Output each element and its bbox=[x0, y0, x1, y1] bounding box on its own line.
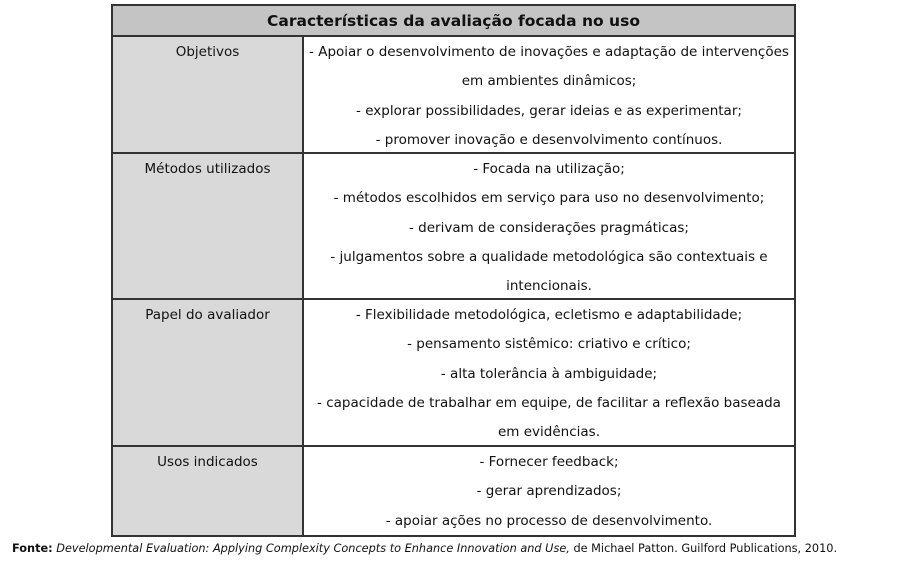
content-line: - Apoiar o desenvolvimento de inovações e adaptação de intervenções bbox=[309, 44, 789, 60]
content-line: - julgamentos sobre a qualidade metodológica são contextuais e bbox=[330, 248, 768, 265]
content-line: - pensamento sistêmico: criativo e crítico; bbox=[407, 336, 691, 353]
content-line: - Focada na utilização; bbox=[473, 161, 625, 177]
row-label: Papel do avaliador bbox=[113, 300, 304, 445]
row-content bbox=[304, 37, 794, 152]
table-row bbox=[113, 447, 794, 535]
content-line: - Flexibilidade metodológica, ecletismo e adaptabilidade; bbox=[355, 307, 743, 323]
content-line: - métodos escolhidos em serviço para uso no desenvolvimento; bbox=[333, 190, 765, 207]
source-prefix: Fonte: bbox=[12, 542, 53, 555]
row-content bbox=[304, 447, 794, 535]
content-line: - capacidade de trabalhar em equipe, de facilitar a reflexão baseada bbox=[317, 394, 781, 411]
row-label: Objetivos bbox=[113, 37, 304, 152]
content-line: em ambientes dinâmicos; bbox=[461, 73, 637, 90]
source-details: de Michael Patton. Guilford Publications, 2010. bbox=[573, 542, 838, 555]
content-line: - alta tolerância à ambiguidade; bbox=[440, 365, 658, 382]
table-row bbox=[113, 37, 794, 154]
table-row bbox=[113, 154, 794, 300]
content-line: intencionais. bbox=[506, 278, 592, 295]
row-label: Métodos utilizados bbox=[113, 154, 304, 298]
content-line: - promover inovação e desenvolvimento contínuos. bbox=[375, 131, 723, 148]
content-line: - derivam de considerações pragmáticas; bbox=[409, 219, 689, 236]
row-content bbox=[304, 154, 794, 298]
row-label: Usos indicados bbox=[113, 447, 304, 535]
source-citation bbox=[12, 542, 837, 555]
content-line: - explorar possibilidades, gerar ideias e as experimentar; bbox=[356, 102, 742, 119]
source-book-title: Developmental Evaluation: Applying Complexity Concepts to Enhance Innovation and Use, bbox=[56, 542, 570, 555]
content-line: em evidências. bbox=[498, 424, 600, 441]
content-line: - gerar aprendizados; bbox=[476, 483, 622, 500]
table-title: Características da avaliação focada no uso bbox=[113, 6, 794, 37]
characteristics-table bbox=[111, 4, 796, 537]
content-line: - apoiar ações no processo de desenvolvimento. bbox=[385, 512, 713, 529]
content-line: - Fornecer feedback; bbox=[479, 454, 619, 470]
row-content bbox=[304, 300, 794, 445]
table-row bbox=[113, 300, 794, 447]
